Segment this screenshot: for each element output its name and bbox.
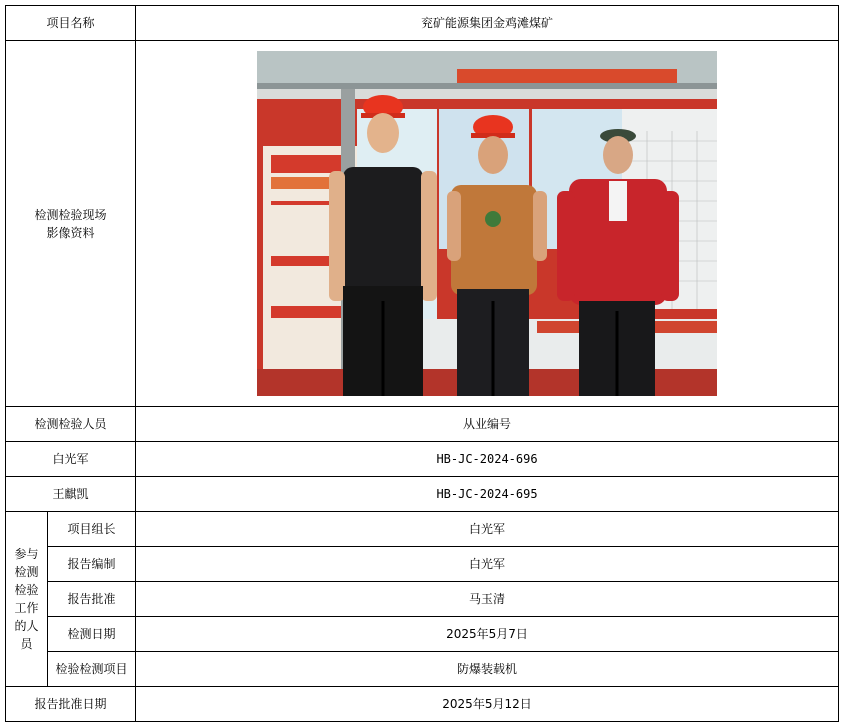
inspector-cert-id: HB-JC-2024-696	[136, 442, 839, 477]
project-name-row	[6, 6, 839, 41]
participant-value: 白光军	[136, 512, 839, 547]
participant-row	[6, 652, 839, 687]
cert-header: 从业编号	[136, 407, 839, 442]
inspector-name: 王麒凯	[6, 477, 136, 512]
inspector-row	[6, 442, 839, 477]
participant-value: 2025年5月7日	[136, 617, 839, 652]
photo-cell	[136, 41, 839, 407]
inspector-row	[6, 477, 839, 512]
photo-row	[6, 41, 839, 407]
participant-value: 马玉清	[136, 582, 839, 617]
approval-date-row	[6, 687, 839, 722]
participant-row	[6, 582, 839, 617]
project-name-value: 兖矿能源集团金鸡滩煤矿	[136, 6, 839, 41]
participant-role: 检验检测项目	[48, 652, 136, 687]
project-name-label: 项目名称	[6, 6, 136, 41]
participant-role: 检测日期	[48, 617, 136, 652]
participant-role: 报告批准	[48, 582, 136, 617]
approval-date-label: 报告批准日期	[6, 687, 136, 722]
photo-label: 检测检验现场 影像资料	[6, 41, 136, 407]
approval-date-value: 2025年5月12日	[136, 687, 839, 722]
participant-role: 项目组长	[48, 512, 136, 547]
participant-row	[6, 512, 839, 547]
inspection-info-table	[5, 5, 839, 722]
inspector-header: 检测检验人员	[6, 407, 136, 442]
inspector-name: 白光军	[6, 442, 136, 477]
participants-label: 参与 检测 检验 工作 的人 员	[6, 512, 48, 687]
inspector-cert-id: HB-JC-2024-695	[136, 477, 839, 512]
participant-row	[6, 617, 839, 652]
participant-role: 报告编制	[48, 547, 136, 582]
participant-value: 白光军	[136, 547, 839, 582]
participant-row	[6, 547, 839, 582]
participant-value: 防爆装载机	[136, 652, 839, 687]
inspector-header-row	[6, 407, 839, 442]
site-photo	[257, 51, 717, 396]
